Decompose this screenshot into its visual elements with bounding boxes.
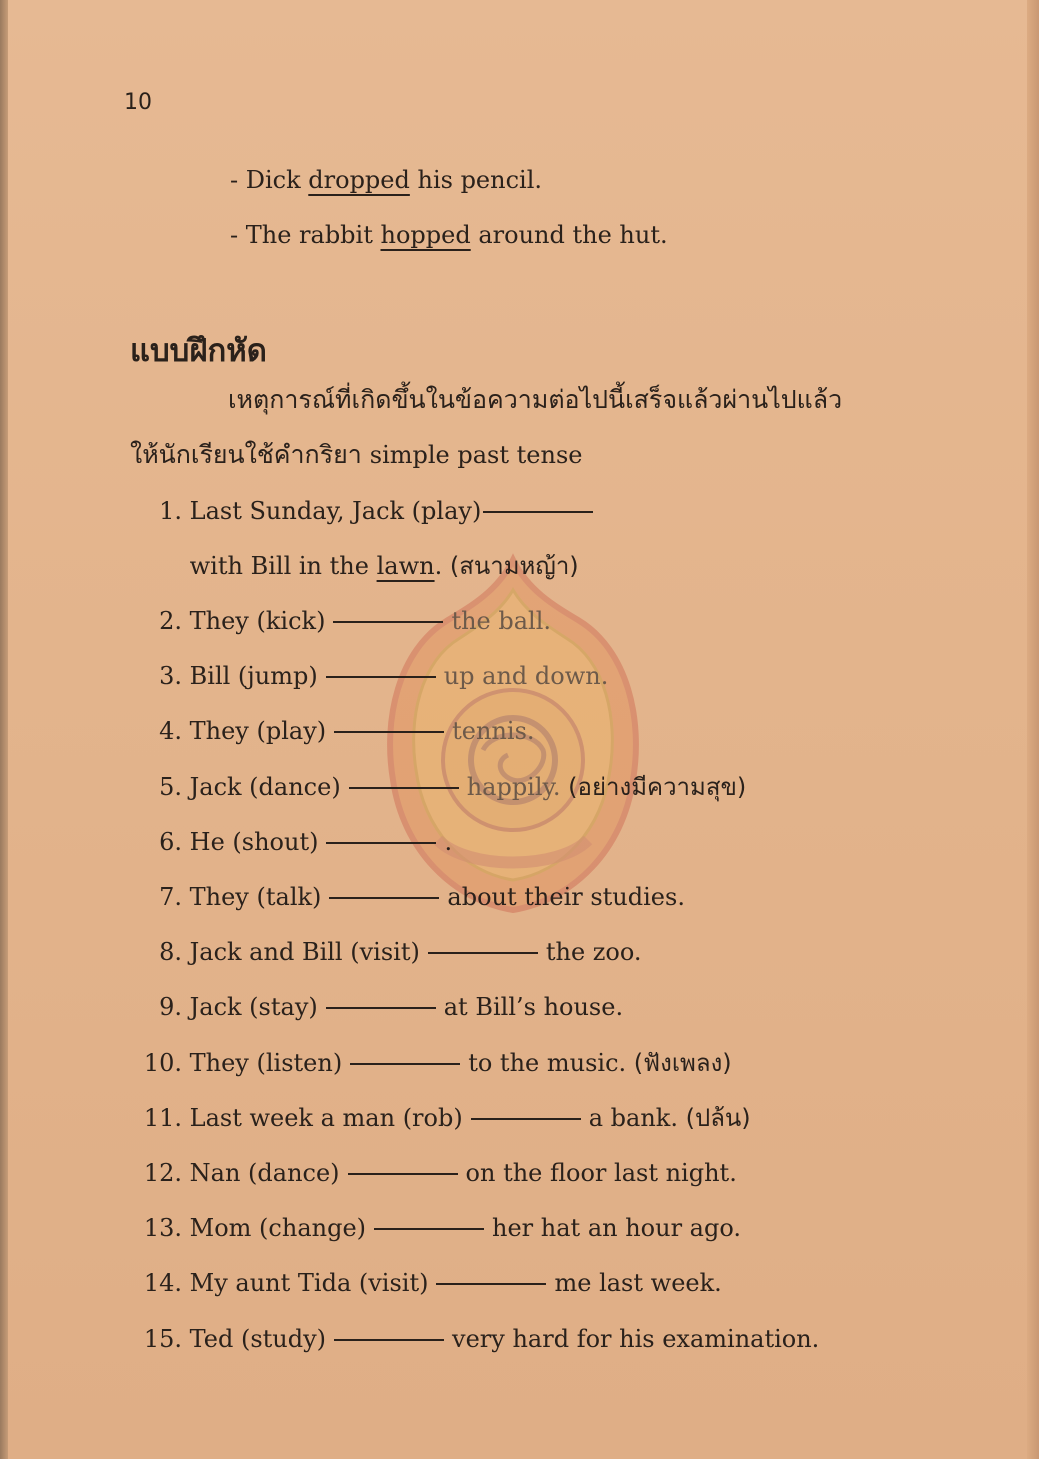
instruction-line-1: เหตุการณ์ที่เกิดขึ้นในข้อความต่อไปนี้เสร็จแล้วผ่านไปแล้ว	[228, 385, 843, 414]
question-1: 1. Last Sunday, Jack (play)	[130, 496, 990, 526]
answer-blank-7[interactable]	[329, 897, 439, 899]
question-8: 8. Jack and Bill (visit) the zoo.	[159, 938, 642, 966]
thai-gloss: (ปล้น)	[685, 1104, 751, 1132]
exercise-heading: แบบฝึกหัด	[130, 333, 267, 369]
underlined-word-lawn: lawn	[376, 552, 435, 580]
example-sentence-1: - Dick dropped his pencil.	[230, 166, 543, 194]
question-4: 4. They (play) tennis.	[159, 717, 535, 745]
question-13: 13. Mom (change) her hat an hour ago.	[143, 1214, 742, 1242]
thai-gloss: (อย่างมีความสุข)	[568, 773, 747, 801]
answer-blank-2[interactable]	[333, 621, 443, 623]
example-verb-2: hopped	[380, 221, 471, 249]
question-3: 3. Bill (jump) up and down.	[159, 662, 609, 690]
question-6: 6. He (shout) .	[159, 828, 453, 856]
question-14: 14. My aunt Tida (visit) me last week.	[143, 1269, 722, 1297]
question-11: 11. Last week a man (rob) a bank. (ปล้น)	[143, 1104, 751, 1132]
question-9: 9. Jack (stay) at Bill’s house.	[159, 993, 624, 1021]
question-7: 7. They (talk) about their studies.	[159, 883, 685, 911]
page-left-edge	[0, 0, 8, 1459]
answer-blank-11[interactable]	[471, 1118, 581, 1120]
answer-blank-14[interactable]	[436, 1283, 546, 1285]
question-12: 12. Nan (dance) on the floor last night.	[143, 1159, 737, 1187]
answer-blank-6[interactable]	[326, 842, 436, 844]
answer-blank-9[interactable]	[326, 1007, 436, 1009]
question-15: 15. Ted (study) very hard for his examination.	[143, 1325, 820, 1353]
page-right-edge	[1027, 0, 1039, 1459]
question-2: 2. They (kick) the ball.	[159, 607, 552, 635]
answer-blank-3[interactable]	[326, 676, 436, 678]
answer-blank-5[interactable]	[349, 787, 459, 789]
answer-blank-8[interactable]	[428, 952, 538, 954]
thai-gloss: (สนามหญ้า)	[449, 552, 579, 580]
question-10: 10. They (listen) to the music. (ฟังเพลง)	[143, 1049, 732, 1077]
example-verb-1: dropped	[308, 166, 410, 194]
answer-blank-15[interactable]	[334, 1339, 444, 1341]
thai-gloss: (ฟังเพลง)	[633, 1049, 732, 1077]
instruction-line-2: ให้นักเรียนใช้คำกริยา simple past tense	[130, 440, 583, 469]
answer-blank-12[interactable]	[348, 1173, 458, 1175]
answer-blank-1[interactable]	[483, 511, 593, 513]
question-1-continuation: with Bill in the lawn. (สนามหญ้า)	[189, 552, 579, 580]
answer-blank-10[interactable]	[350, 1063, 460, 1065]
question-5: 5. Jack (dance) happily. (อย่างมีความสุข)	[159, 773, 747, 801]
example-sentence-2: - The rabbit hopped around the hut.	[230, 221, 668, 249]
page-number: 10	[124, 90, 152, 115]
answer-blank-4[interactable]	[334, 731, 444, 733]
answer-blank-13[interactable]	[374, 1228, 484, 1230]
